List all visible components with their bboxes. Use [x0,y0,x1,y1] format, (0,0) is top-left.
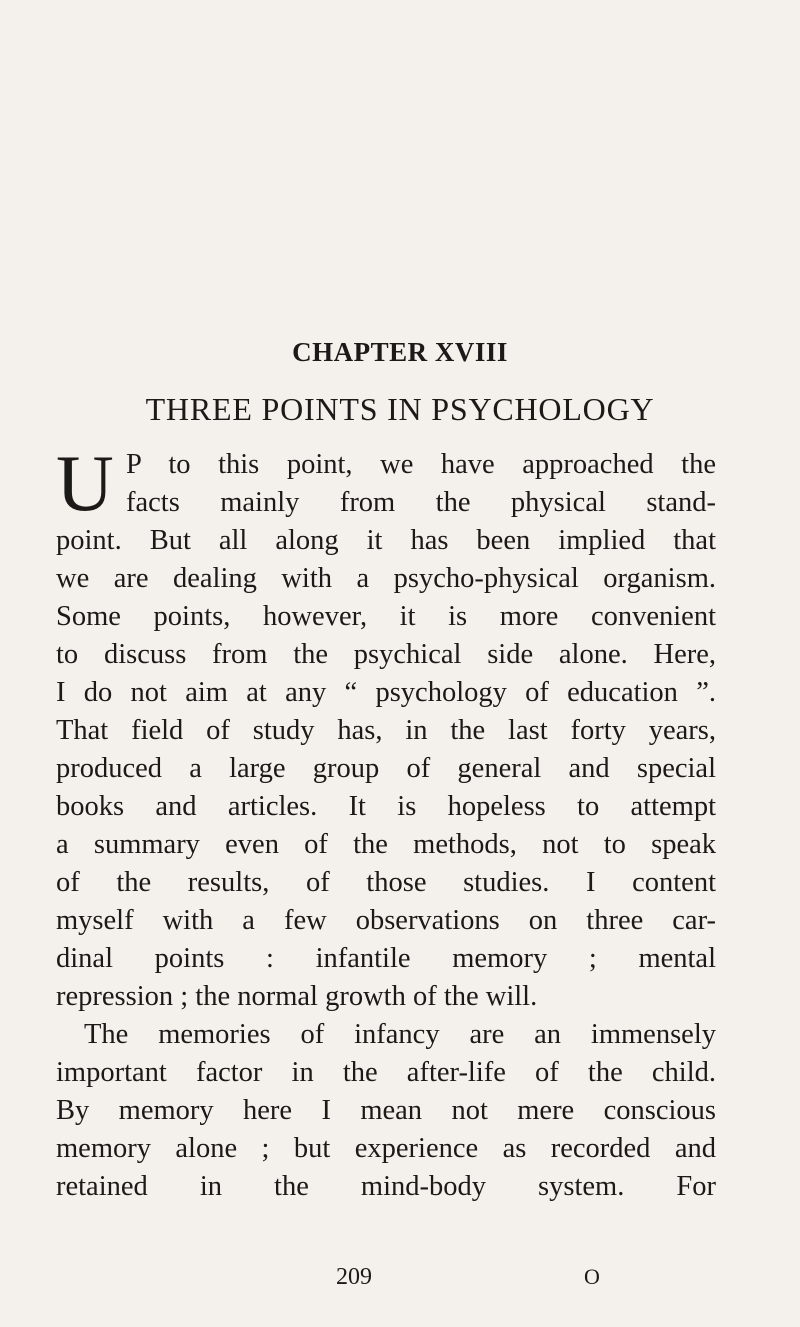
text-line: retained in the mind-body system. For [56,1171,716,1202]
page-footer [0,1262,800,1292]
text-line: we are dealing with a psycho-physical organism. [56,563,716,594]
text-line: By memory here I mean not mere conscious [56,1095,716,1126]
text-line: P to this point, we have approached the [126,449,716,480]
text-line: produced a large group of general and special [56,753,716,784]
text-line: memory alone ; but experience as recorded and [56,1133,716,1164]
drop-cap: U [56,440,114,528]
chapter-number: CHAPTER XVIII [292,337,508,367]
text-line: The memories of infancy are an immensely [84,1019,716,1050]
chapter-title: THREE POINTS IN PSYCHOLOGY [145,391,655,427]
text-line: facts mainly from the physical stand- [126,487,716,518]
signature-mark: O [584,1264,600,1289]
text-line: dinal points : infantile memory ; mental [56,943,716,974]
text-line: I do not aim at any “ psychology of education ”. [56,677,716,708]
text-line: important factor in the after-life of the child. [56,1057,716,1088]
body-text [56,440,716,1206]
text-line: of the results, of those studies. I content [56,867,716,898]
text-line: myself with a few observations on three car- [56,905,716,936]
text-line: That field of study has, in the last forty years, [56,715,716,746]
page-number: 209 [336,1264,372,1290]
text-line: Some points, however, it is more convenient [56,601,716,632]
text-line: to discuss from the psychical side alone. Here, [56,639,716,670]
text-line: a summary even of the methods, not to speak [56,829,716,860]
text-line: books and articles. It is hopeless to attempt [56,791,716,822]
text-line: point. But all along it has been implied that [56,525,716,556]
text-line: repression ; the normal growth of the will. [56,981,538,1012]
